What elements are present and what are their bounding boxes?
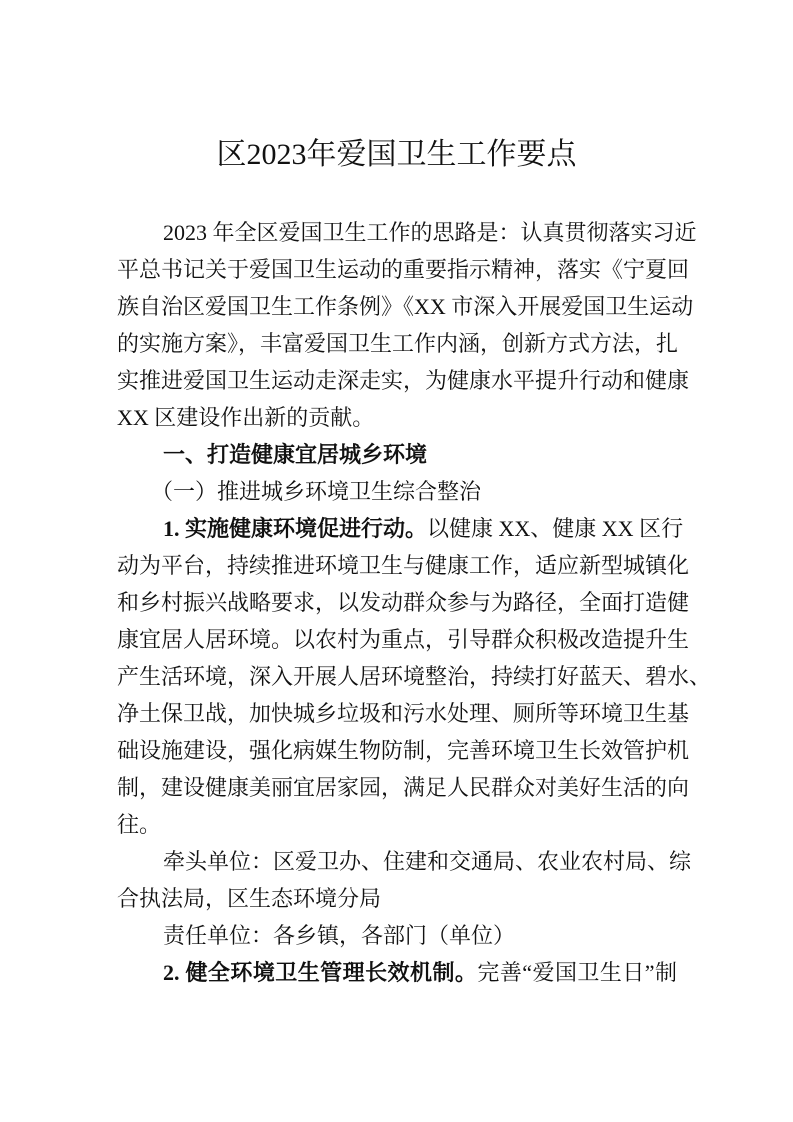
intro-paragraph (117, 214, 697, 436)
item-1-paragraph (117, 510, 712, 843)
item-heading: 1. 实施健康环境促进行动。 (163, 516, 428, 541)
text-line: 2023 年全区爱国卫生工作的思路是：认真贯彻落实习近 (163, 220, 697, 245)
item-2-first-line (117, 954, 677, 991)
document-body (117, 214, 712, 991)
subsection-heading: （一）推进城乡环境卫生综合整治 (151, 479, 482, 504)
lead-units (117, 843, 692, 917)
text-line (117, 510, 684, 547)
text-line: 产生活环境，深入开展人居环境整治，持续打好蓝天、碧水、 (117, 664, 712, 689)
responsible-units: 责任单位：各乡镇，各部门（单位） (163, 923, 516, 948)
text-line: XX 区建设作出新的贡献。 (117, 405, 375, 430)
text-line: 的实施方案》，丰富爱国卫生工作内涵，创新方式方法，扎 (117, 331, 679, 356)
item-text: 完善“爱国卫生日”制 (477, 960, 677, 985)
text-line: 牵头单位：区爱卫办、住建和交通局、农业农村局、综 (163, 849, 692, 874)
document-title: 区2023年爱国卫生工作要点 (216, 138, 577, 171)
text-line: 础设施建设，强化病媒生物防制，完善环境卫生长效管护机 (117, 738, 690, 763)
section-heading: 一、打造健康宜居城乡环境 (163, 442, 428, 467)
text-line: 康宜居人居环境。以农村为重点，引导群众积极改造提升生 (117, 627, 690, 652)
text-line: 族自治区爱国卫生工作条例》《XX 市深入开展爱国卫生运动 (117, 294, 694, 319)
item-heading: 2. 健全环境卫生管理长效机制。 (163, 960, 478, 985)
text-line: 动为平台，持续推进环境卫生与健康工作，适应新型城镇化 (117, 553, 690, 578)
text-line: 和乡村振兴战略要求，以发动群众参与为路径，全面打造健 (117, 590, 690, 615)
item-text: 以健康 XX、健康 XX 区行 (427, 516, 684, 541)
text-line: 实推进爱国卫生运动走深走实，为健康水平提升行动和健康 (117, 368, 690, 393)
text-line: 净土保卫战，加快城乡垃圾和污水处理、厕所等环境卫生基 (117, 701, 690, 726)
text-line: 往。 (117, 812, 162, 837)
text-line: 合执法局，区生态环境分局 (117, 886, 382, 911)
text-line: 制，建设健康美丽宜居家园，满足人民群众对美好生活的向 (117, 775, 690, 800)
text-line: 平总书记关于爱国卫生运动的重要指示精神，落实《宁夏回 (117, 257, 690, 282)
